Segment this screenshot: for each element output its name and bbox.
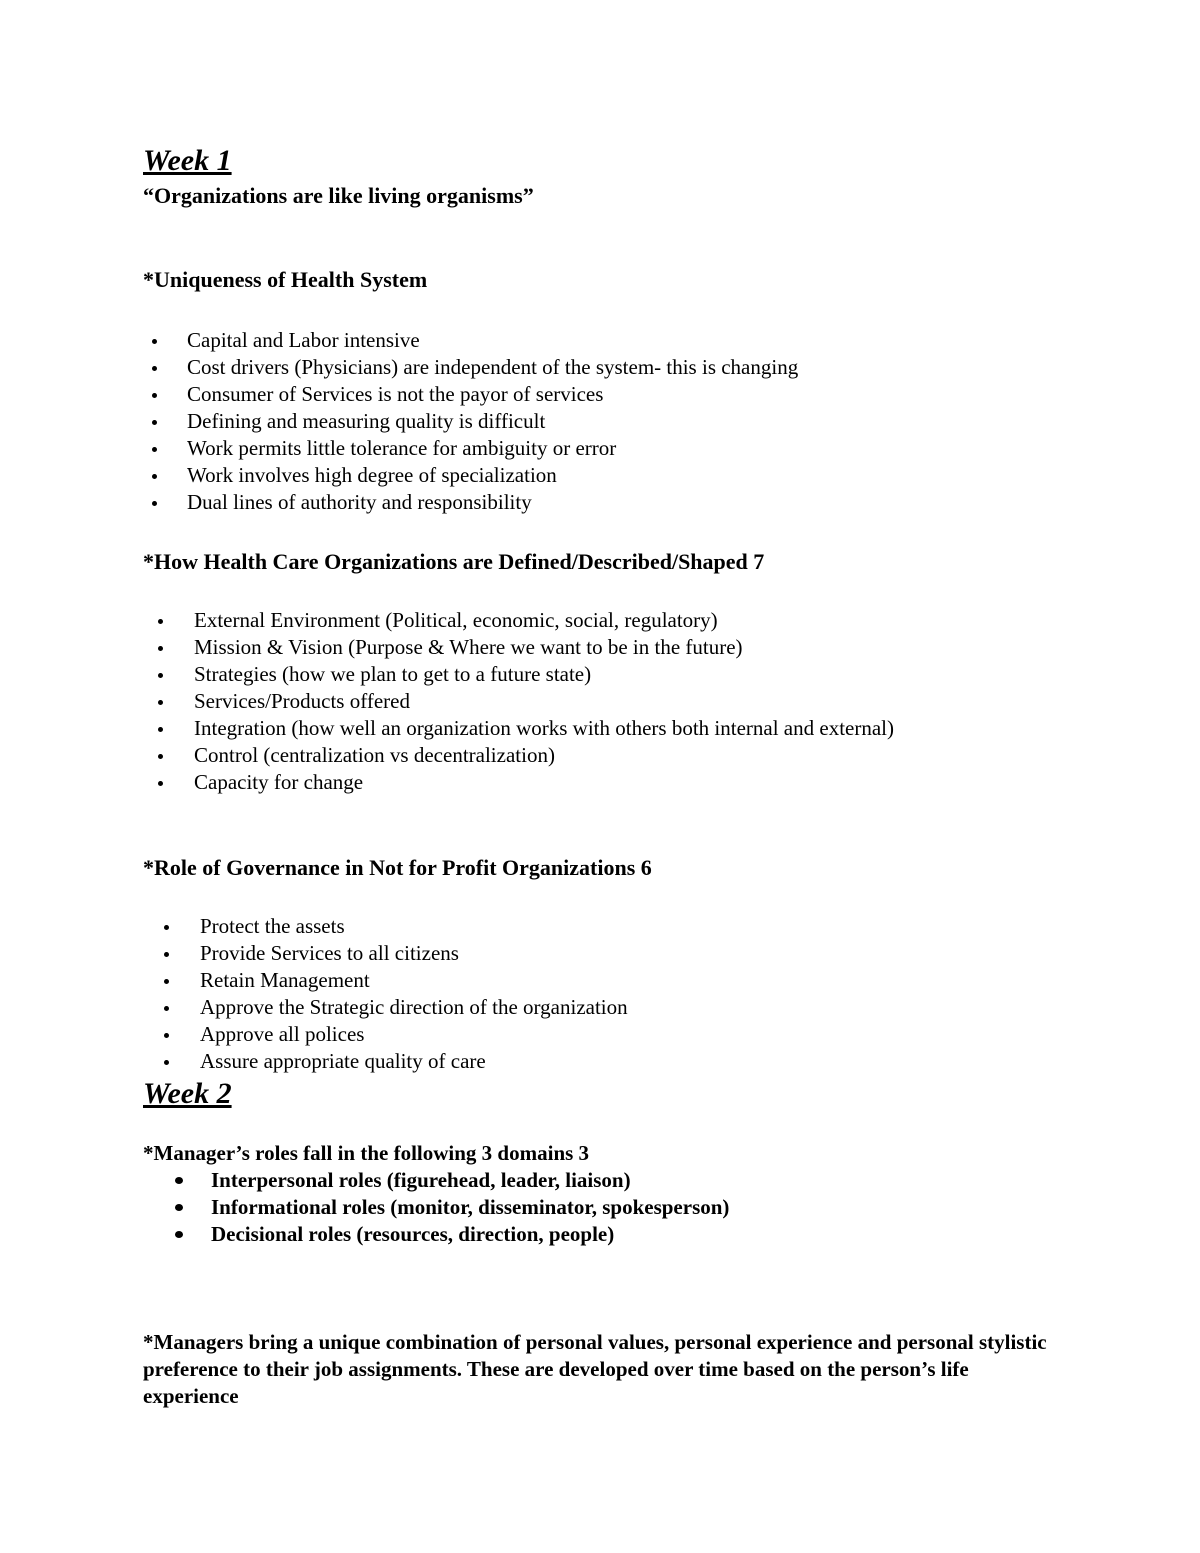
bullet-icon bbox=[152, 501, 157, 506]
bullet-icon bbox=[152, 393, 157, 398]
list-item: Mission & Vision (Purpose & Where we want to be in the future) bbox=[158, 634, 894, 661]
governance-list bbox=[164, 913, 628, 1075]
domains-heading: *Manager’s roles fall in the following 3 domains 3 bbox=[143, 1141, 590, 1165]
bullet-icon bbox=[152, 474, 157, 479]
list-item: Protect the assets bbox=[164, 913, 628, 940]
list-item: Consumer of Services is not the payor of services bbox=[152, 381, 798, 408]
bullet-icon bbox=[158, 619, 163, 624]
list-item: Retain Management bbox=[164, 967, 628, 994]
list-item: Capacity for change bbox=[158, 769, 894, 796]
section-uniqueness-heading: *Uniqueness of Health System bbox=[143, 267, 428, 292]
section-governance-heading: *Role of Governance in Not for Profit Organizations 6 bbox=[143, 855, 652, 880]
list-item: Control (centralization vs decentralization) bbox=[158, 742, 894, 769]
week-2-heading: Week 2 bbox=[143, 1077, 232, 1110]
uniqueness-list bbox=[152, 327, 798, 516]
bullet-icon bbox=[152, 339, 157, 344]
list-item: Services/Products offered bbox=[158, 688, 894, 715]
bullet-icon bbox=[175, 1177, 183, 1184]
list-item: Assure appropriate quality of care bbox=[164, 1048, 628, 1075]
list-item: Strategies (how we plan to get to a future state) bbox=[158, 661, 894, 688]
section-how-defined-heading: *How Health Care Organizations are Defined/Described/Shaped 7 bbox=[143, 549, 765, 574]
week-1-quote: “Organizations are like living organisms” bbox=[143, 183, 534, 208]
domains-list bbox=[175, 1167, 729, 1248]
how-defined-list bbox=[158, 607, 894, 796]
bullet-icon bbox=[158, 646, 163, 651]
bullet-icon bbox=[158, 700, 163, 705]
list-item: Capital and Labor intensive bbox=[152, 327, 798, 354]
bullet-icon bbox=[164, 979, 169, 984]
list-item: Work involves high degree of specialization bbox=[152, 462, 798, 489]
bullet-icon bbox=[164, 1006, 169, 1011]
bullet-icon bbox=[152, 447, 157, 452]
bullet-icon bbox=[164, 1060, 169, 1065]
managers-paragraph: *Managers bring a unique combination of personal values, personal experience and personal stylistic preference to their job assignments. These are developed over time based on the person’s life experience bbox=[143, 1330, 1047, 1408]
list-item: Decisional roles (resources, direction, people) bbox=[175, 1221, 729, 1248]
bullet-icon bbox=[175, 1204, 183, 1211]
list-item: Work permits little tolerance for ambiguity or error bbox=[152, 435, 798, 462]
list-item: Integration (how well an organization works with others both internal and external) bbox=[158, 715, 894, 742]
list-item: Approve all polices bbox=[164, 1021, 628, 1048]
bullet-icon bbox=[158, 673, 163, 678]
bullet-icon bbox=[158, 727, 163, 732]
bullet-icon bbox=[164, 925, 169, 930]
bullet-icon bbox=[158, 754, 163, 759]
week-1-heading: Week 1 bbox=[143, 144, 232, 177]
bullet-icon bbox=[164, 952, 169, 957]
bullet-icon bbox=[152, 366, 157, 371]
bullet-icon bbox=[164, 1033, 169, 1038]
list-item: Approve the Strategic direction of the organization bbox=[164, 994, 628, 1021]
list-item: Cost drivers (Physicians) are independent of the system- this is changing bbox=[152, 354, 798, 381]
list-item: Interpersonal roles (figurehead, leader, liaison) bbox=[175, 1167, 729, 1194]
list-item: Provide Services to all citizens bbox=[164, 940, 628, 967]
bullet-icon bbox=[175, 1231, 183, 1238]
bullet-icon bbox=[158, 781, 163, 786]
list-item: Informational roles (monitor, disseminator, spokesperson) bbox=[175, 1194, 729, 1221]
list-item: External Environment (Political, economic, social, regulatory) bbox=[158, 607, 894, 634]
list-item: Dual lines of authority and responsibility bbox=[152, 489, 798, 516]
bullet-icon bbox=[152, 420, 157, 425]
list-item: Defining and measuring quality is difficult bbox=[152, 408, 798, 435]
